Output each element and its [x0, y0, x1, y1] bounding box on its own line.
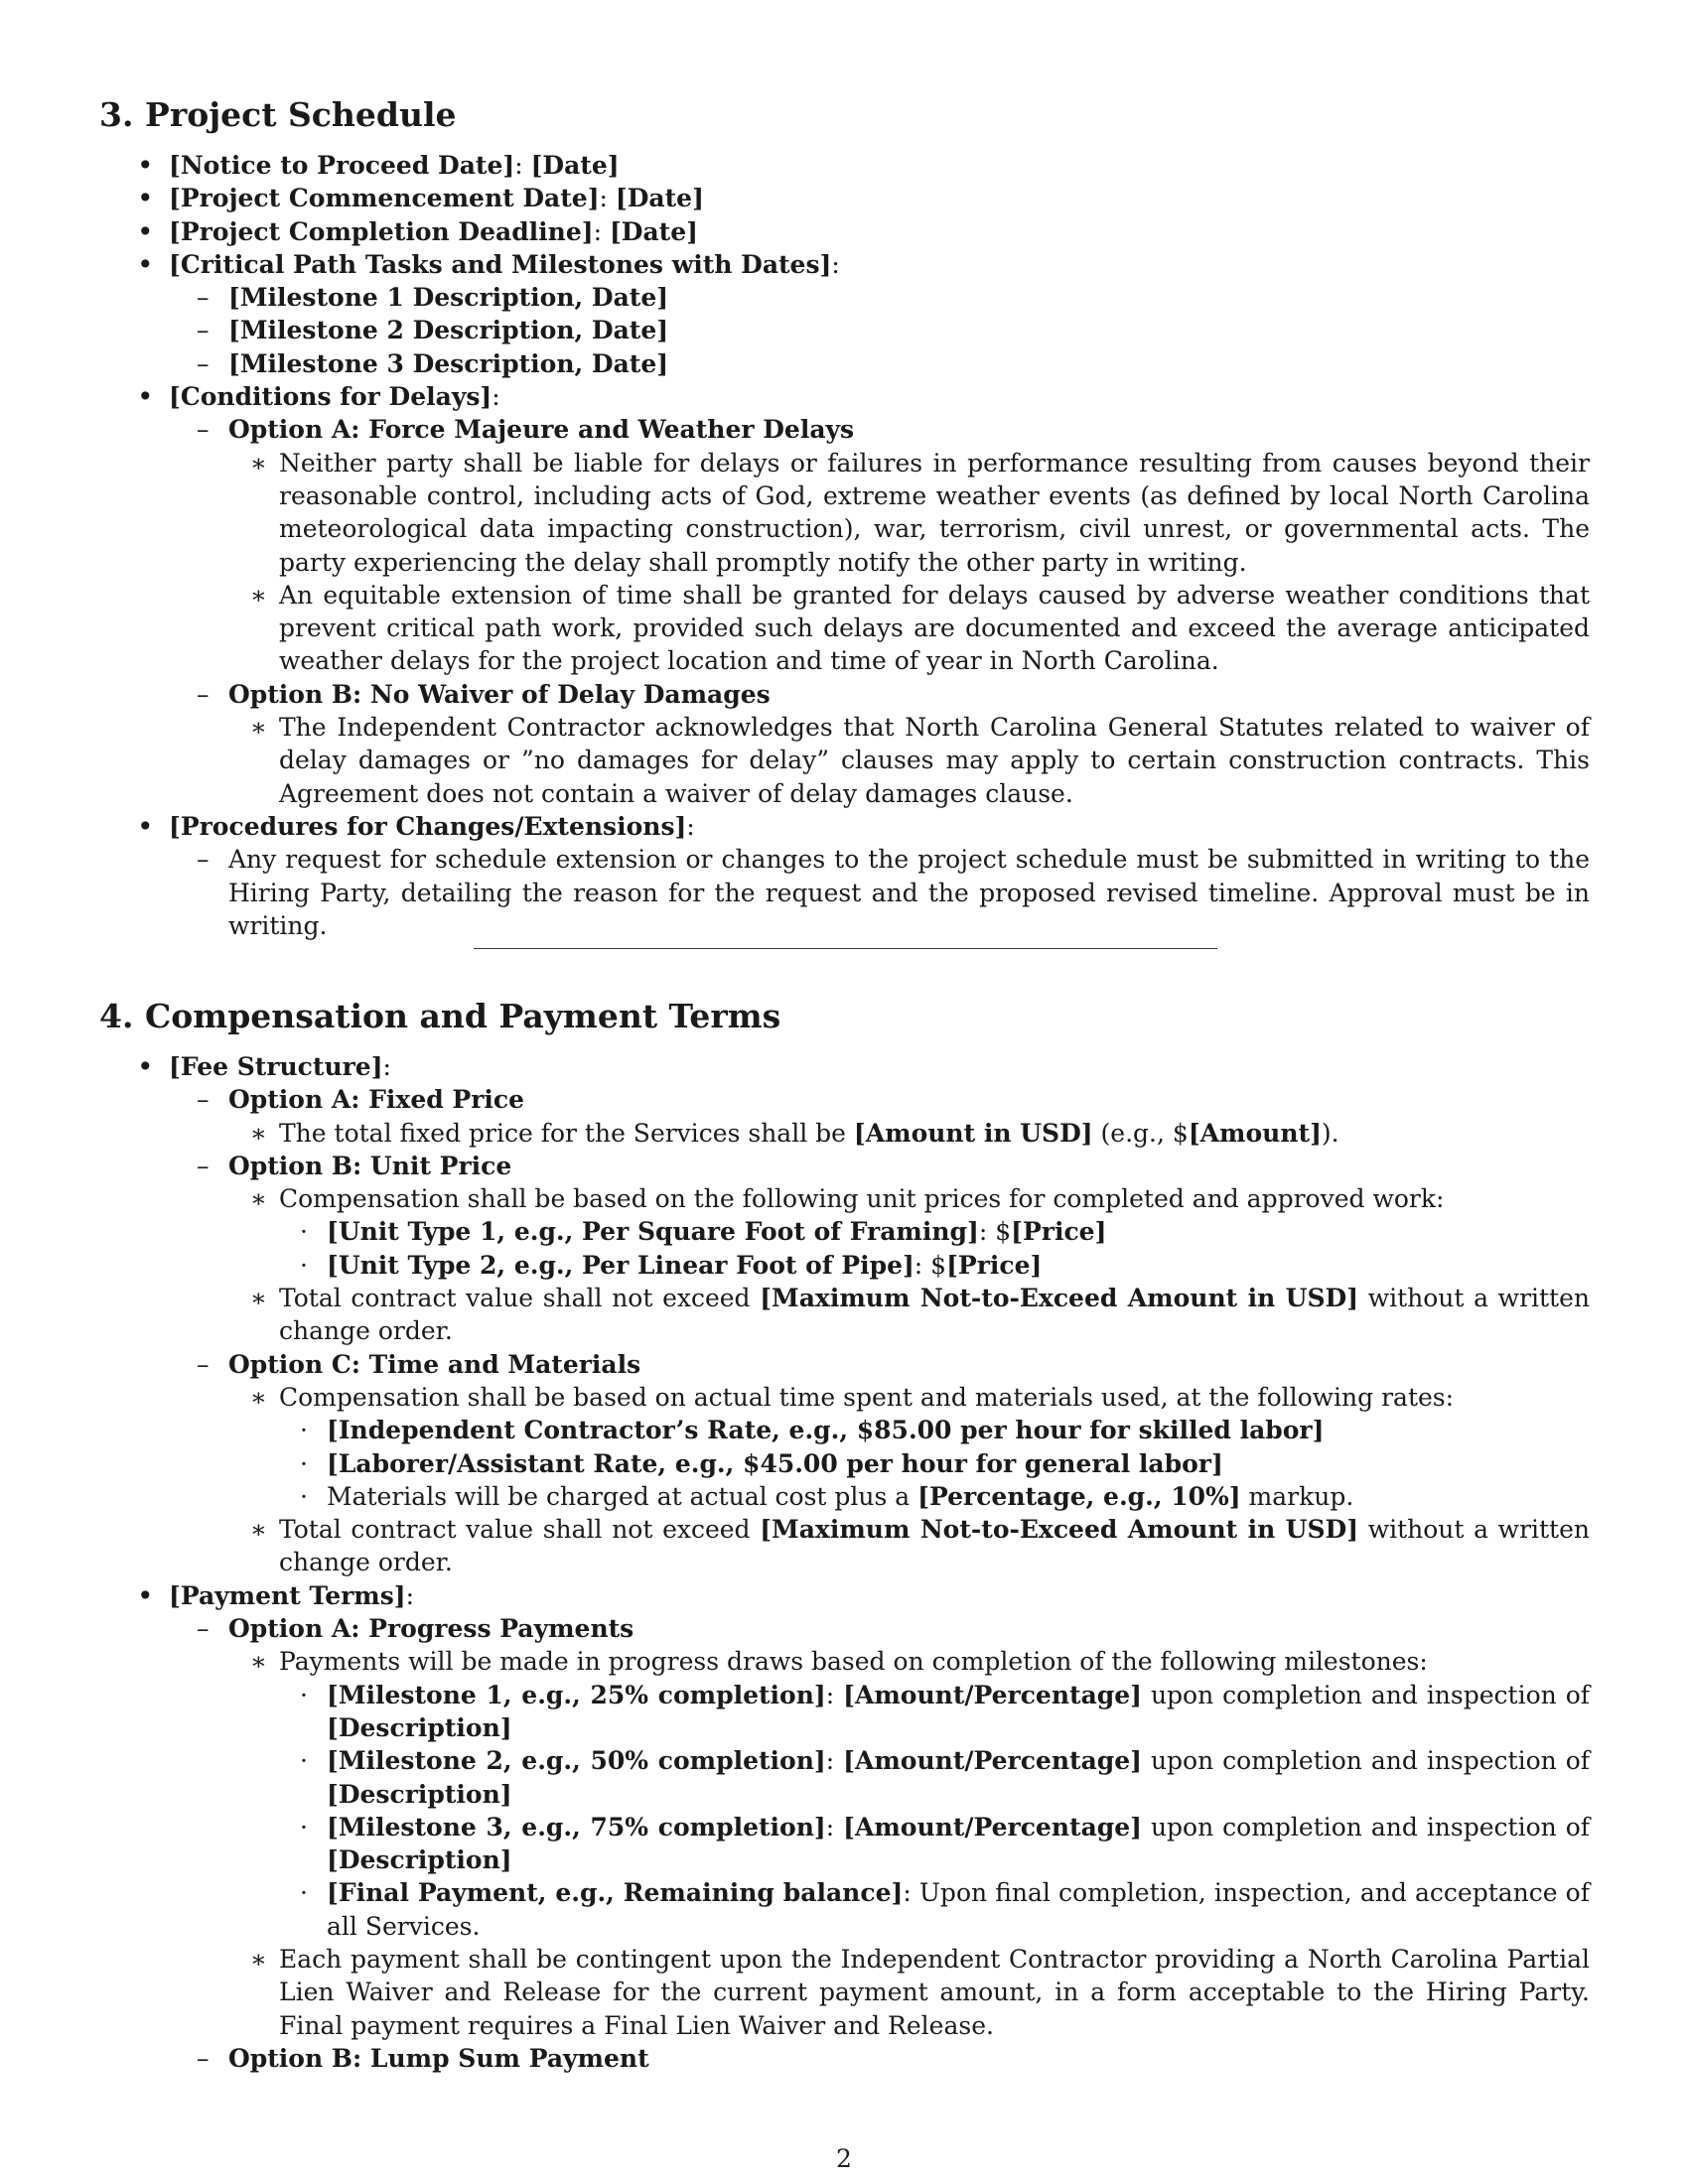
asterisk-icon: ∗	[250, 1184, 267, 1214]
asterisk-icon: ∗	[250, 1945, 267, 1975]
list-item: ∗ Total contract value shall not exceed [Maximum Not-to-Exceed Amount in USD] without a written change order.	[250, 1284, 1590, 1346]
dot-icon: ·	[300, 1217, 308, 1247]
list-item: • [Procedures for Changes/Extensions]:	[137, 809, 695, 843]
list-item: • [Fee Structure]:	[137, 1050, 391, 1083]
list-item: • [Critical Path Tasks and Milestones with Dates]:	[137, 247, 840, 281]
section-number: 4.	[99, 997, 134, 1035]
list-item: ∗ An equitable extension of time shall be granted for delays caused by adverse weather conditions that prevent critical path work, provided such delays are documented and exceed the average anticipated weather delays for the project location and time of year in North Carolina.	[250, 580, 1590, 676]
bullet-icon: •	[137, 149, 154, 182]
list-item: – Option A: Progress Payments	[0, 1612, 1590, 1645]
section-3-list	[0, 149, 1688, 942]
dot-icon: ·	[300, 1416, 308, 1445]
list-item: ∗ Total contract value shall not exceed [Maximum Not-to-Exceed Amount in USD] without a written change order.	[250, 1515, 1590, 1577]
list-item: · [Unit Type 1, e.g., Per Square Foot of Framing]: $[Price]	[0, 1215, 1590, 1248]
dot-icon: ·	[300, 1812, 308, 1842]
list-item: • [Conditions for Delays]:	[137, 380, 500, 414]
dash-icon: –	[197, 1614, 210, 1644]
dash-icon: –	[197, 316, 210, 345]
list-item: ∗ Compensation shall be based on the following unit prices for completed and approved work:	[0, 1182, 1590, 1215]
section-divider	[474, 948, 1217, 949]
list-item: · [Milestone 1, e.g., 25% completion]: [Amount/Percentage] upon completion and inspection of [Description]	[300, 1680, 1590, 1742]
list-item: ∗ Each payment shall be contingent upon the Independent Contractor providing a North Carolina Partial Lien Waiver and Release for the current payment amount, in a form acceptable to the Hiring Party. Final payment requires a Final Lien Waiver and Release.	[250, 1945, 1590, 2040]
section-title: Compensation and Payment Terms	[145, 997, 781, 1035]
section-4-list	[0, 1050, 1688, 2075]
dash-icon: –	[197, 679, 210, 709]
bullet-icon: •	[137, 1578, 154, 1612]
page-number: 2	[836, 2144, 852, 2173]
list-item: – [Milestone 1 Description, Date]	[0, 281, 1590, 314]
section-number: 3.	[99, 95, 134, 134]
list-item: – Option B: Lump Sum Payment	[0, 2042, 1590, 2075]
list-item: · [Independent Contractor’s Rate, e.g., $85.00 per hour for skilled labor]	[0, 1414, 1590, 1446]
list-item: · [Final Payment, e.g., Remaining balance]: Upon final completion, inspection, and acceptance of all Services.	[300, 1878, 1590, 1941]
section-title: Project Schedule	[145, 95, 457, 134]
list-item: • [Project Commencement Date]: [Date]	[137, 182, 704, 215]
list-item: – [Milestone 3 Description, Date]	[0, 347, 1590, 380]
dash-icon: –	[197, 1151, 210, 1180]
bullet-icon: •	[137, 1050, 154, 1083]
list-item: · [Laborer/Assistant Rate, e.g., $45.00 per hour for general labor]	[0, 1447, 1590, 1480]
asterisk-icon: ∗	[250, 448, 267, 478]
asterisk-icon: ∗	[250, 713, 267, 743]
dash-icon: –	[197, 1349, 210, 1379]
list-item: ∗ The total fixed price for the Services shall be [Amount in USD] (e.g., $[Amount]).	[0, 1117, 1590, 1150]
list-item: – Option A: Force Majeure and Weather Delays	[0, 413, 1590, 446]
list-item: · [Milestone 3, e.g., 75% completion]: [Amount/Percentage] upon completion and inspection of [Description]	[300, 1812, 1590, 1875]
list-item: ∗ Neither party shall be liable for delays or failures in performance resulting from causes beyond their reasonable control, including acts of God, extreme weather events (as defined by local North Carolina meteorological data impacting construction), war, terrorism, civil unrest, or governmental acts. The party experiencing the delay shall promptly notify the other party in writing.	[250, 448, 1590, 577]
dash-icon: –	[197, 2043, 210, 2073]
dash-icon: –	[197, 283, 210, 313]
dash-icon: –	[197, 415, 210, 445]
dot-icon: ·	[300, 1250, 308, 1280]
list-item: – Option C: Time and Materials	[0, 1348, 1590, 1381]
asterisk-icon: ∗	[250, 1382, 267, 1412]
asterisk-icon: ∗	[250, 580, 267, 610]
list-item: – [Milestone 2 Description, Date]	[0, 314, 1590, 346]
section-4-heading	[99, 995, 780, 1038]
dash-icon: –	[197, 348, 210, 378]
list-item: • [Project Completion Deadline]: [Date]	[137, 214, 698, 248]
list-item: · [Milestone 2, e.g., 50% completion]: [Amount/Percentage] upon completion and inspection of [Description]	[300, 1746, 1590, 1809]
list-item: · Materials will be charged at actual cost plus a [Percentage, e.g., 10%] markup.	[0, 1480, 1590, 1513]
dot-icon: ·	[300, 1481, 308, 1511]
bullet-icon: •	[137, 809, 154, 843]
dot-icon: ·	[300, 1680, 308, 1709]
list-item: • [Notice to Proceed Date]: [Date]	[137, 149, 620, 182]
bullet-icon: •	[137, 182, 154, 215]
dot-icon: ·	[300, 1448, 308, 1478]
list-item: – Any request for schedule extension or changes to the project schedule must be submitted in writing to the Hiring Party, detailing the reason for the request and the proposed revised timeline. Approval must be in writing.	[197, 845, 1590, 940]
list-item: – Option B: No Waiver of Delay Damages	[0, 678, 1590, 711]
list-item: ∗ Compensation shall be based on actual time spent and materials used, at the following rates:	[0, 1381, 1590, 1414]
list-item: ∗ Payments will be made in progress draws based on completion of the following milestones:	[0, 1645, 1590, 1678]
list-item: – Option A: Fixed Price	[0, 1083, 1590, 1116]
list-item: ∗ The Independent Contractor acknowledges that North Carolina General Statutes related to waiver of delay damages or ”no damages for delay” clauses may apply to certain construction contracts. This Agreement does not contain a waiver of delay damages clause.	[250, 713, 1590, 808]
list-item: – Option B: Unit Price	[0, 1150, 1590, 1182]
section-3-heading	[99, 93, 456, 137]
asterisk-icon: ∗	[250, 1284, 267, 1313]
asterisk-icon: ∗	[250, 1647, 267, 1677]
bullet-icon: •	[137, 380, 154, 414]
asterisk-icon: ∗	[250, 1118, 267, 1148]
bullet-icon: •	[137, 214, 154, 248]
dot-icon: ·	[300, 1746, 308, 1776]
bullet-icon: •	[137, 247, 154, 281]
dash-icon: –	[197, 1085, 210, 1115]
dot-icon: ·	[300, 1878, 308, 1908]
list-item: • [Payment Terms]:	[137, 1578, 415, 1612]
list-item: · [Unit Type 2, e.g., Per Linear Foot of Pipe]: $[Price]	[0, 1249, 1590, 1282]
dash-icon: –	[197, 845, 210, 875]
asterisk-icon: ∗	[250, 1515, 267, 1545]
